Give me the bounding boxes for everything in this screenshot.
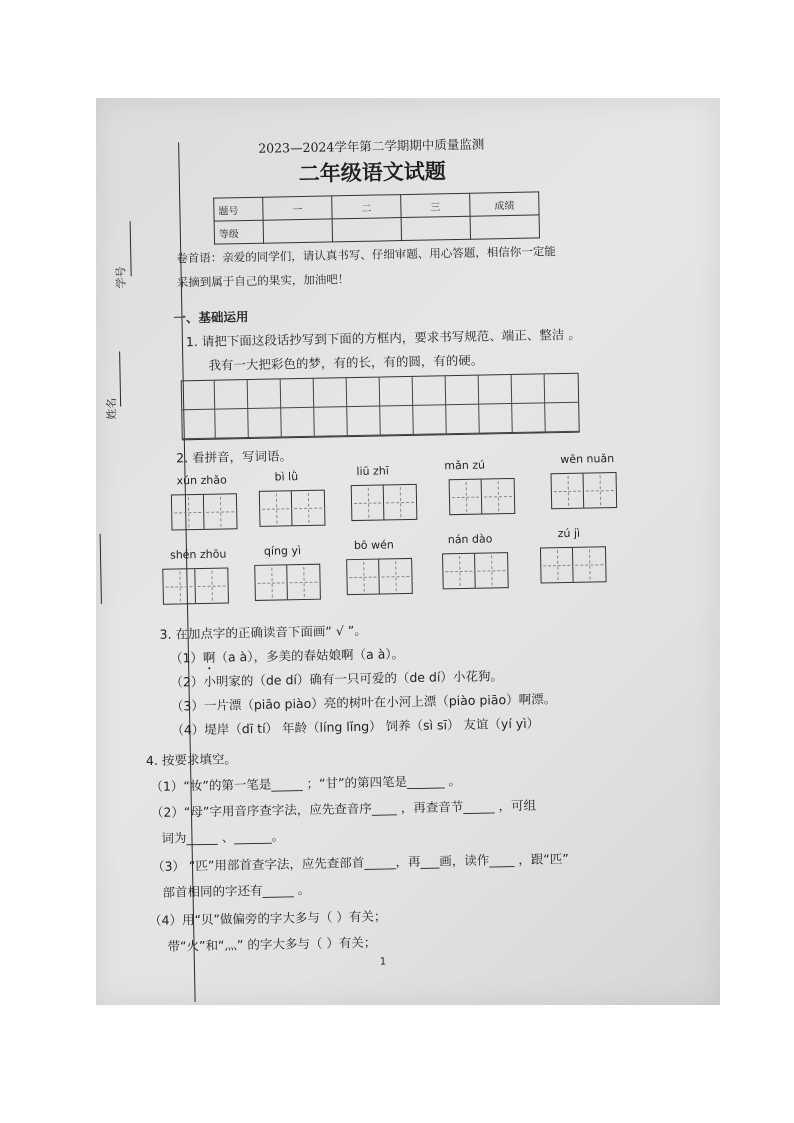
score-table <box>213 191 540 244</box>
q1-source-text: 我有一大把彩色的梦，有的长，有的圆，有的硬。 <box>208 352 484 373</box>
q4-line-1[interactable]: （1）“妆”的第一笔是_____ ；“甘”的第四笔是______ 。 <box>150 773 462 794</box>
student-id-label: 学号 <box>114 266 128 289</box>
tianzige-box[interactable] <box>259 490 326 527</box>
preface-line-1: 卷首语：亲爱的同学们，请认真书写、仔细审题、用心答题，相信你一定能 <box>176 246 556 266</box>
copy-writing-grid[interactable] <box>181 373 580 441</box>
tianzige-box[interactable] <box>254 564 321 601</box>
score-cell[interactable] <box>470 215 539 239</box>
tianzige-box[interactable] <box>351 484 418 521</box>
tianzige-box[interactable] <box>171 493 238 530</box>
pinyin-label: mǎn zú <box>444 458 486 473</box>
score-cell: 等级 <box>214 220 263 244</box>
q3-item-4[interactable]: （4）堤岸（dī tí） 年龄（líng lǐng） 饲养（sì sī） 友谊（yí yì） <box>171 715 540 738</box>
q4-line-5[interactable]: 部首相同的字还有_____ 。 <box>162 881 311 900</box>
score-cell: 成绩 <box>470 192 539 216</box>
dotted-character: 啊 <box>202 649 216 665</box>
exam-paper <box>87 92 728 1011</box>
tianzige-box[interactable] <box>162 567 229 604</box>
exam-title: 二年级语文试题 <box>298 158 446 187</box>
pinyin-label: zú jì <box>557 526 581 541</box>
q4-line-2[interactable]: （2）“母”字用音序查字法，应先查音序____ ，再查音节_____ ，可组 <box>150 797 537 820</box>
pinyin-label: xún zhǎo <box>176 473 227 488</box>
exam-subtitle: 2023—2024学年第二学期期中质量监测 <box>258 136 485 156</box>
q4-line-3[interactable]: 词为_____ 、______。 <box>161 828 285 846</box>
q2-prompt: 2. 看拼音，写词语。 <box>176 448 293 466</box>
q3-item-2[interactable]: （2）小明家的（de dí）确有一只可爱的（de dí）小花狗。 <box>170 668 504 690</box>
q3-item-1-options[interactable]: （a à），多美的春姑娘啊（a à）。 <box>215 646 405 665</box>
score-table-grade-row <box>214 215 539 244</box>
score-cell: 题号 <box>214 197 263 221</box>
score-cell: 一 <box>263 196 332 220</box>
q3-item-3[interactable]: （3）一片漂（piāo piào）亮的树叶在小河上漂（piào piāo）啊漂。 <box>170 691 557 714</box>
q4-line-7[interactable]: 带“火”和“灬” 的字大多与（ ）有关； <box>167 934 377 954</box>
student-id-blank[interactable] <box>130 221 132 276</box>
student-name-blank[interactable] <box>119 351 121 406</box>
section-1-title: 一、基础运用 <box>173 309 249 326</box>
tianzige-box[interactable] <box>551 472 618 509</box>
pinyin-label: bì lǜ <box>274 470 299 484</box>
score-cell: 二 <box>332 195 401 219</box>
tianzige-box[interactable] <box>449 478 516 515</box>
student-name-label: 姓名 <box>104 397 119 420</box>
q1-prompt: 1. 请把下面这段话抄写到下面的方框内，要求书写规范、端正、整洁 。 <box>185 326 581 350</box>
score-cell[interactable] <box>263 219 332 243</box>
pinyin-label: bō wén <box>353 538 394 553</box>
q3-item-1 <box>170 644 404 666</box>
pinyin-label: qíng yì <box>263 544 302 558</box>
pinyin-label: wēn nuǎn <box>560 452 615 467</box>
tianzige-box[interactable] <box>540 546 607 583</box>
q3-prompt: 3. 在加点字的正确读音下面画“ √ ”。 <box>159 622 367 642</box>
pinyin-label: liū zhī <box>356 464 389 478</box>
q3-item-1-prefix: （1） <box>169 649 204 666</box>
q4-prompt: 4. 按要求填空。 <box>145 751 237 769</box>
tianzige-box[interactable] <box>442 552 509 589</box>
pinyin-label: shén zhōu <box>169 547 227 562</box>
tianzige-box[interactable] <box>346 558 413 595</box>
score-cell[interactable] <box>332 218 401 242</box>
preface-line-2: 采摘到属于自己的果实，加油吧！ <box>176 274 350 290</box>
page-number: 1 <box>379 956 387 968</box>
score-cell[interactable] <box>401 216 470 240</box>
q4-line-4[interactable]: （3） “匹”用部首查字法，应先查部首_____，再___画，读作____ ，跟“匹” <box>151 850 569 874</box>
margin-line <box>100 534 102 604</box>
pinyin-label: nán dào <box>447 532 493 547</box>
score-cell: 三 <box>401 193 470 217</box>
q4-line-6[interactable]: （4）用“贝”做偏旁的字大多与（ ）有关； <box>148 908 387 929</box>
